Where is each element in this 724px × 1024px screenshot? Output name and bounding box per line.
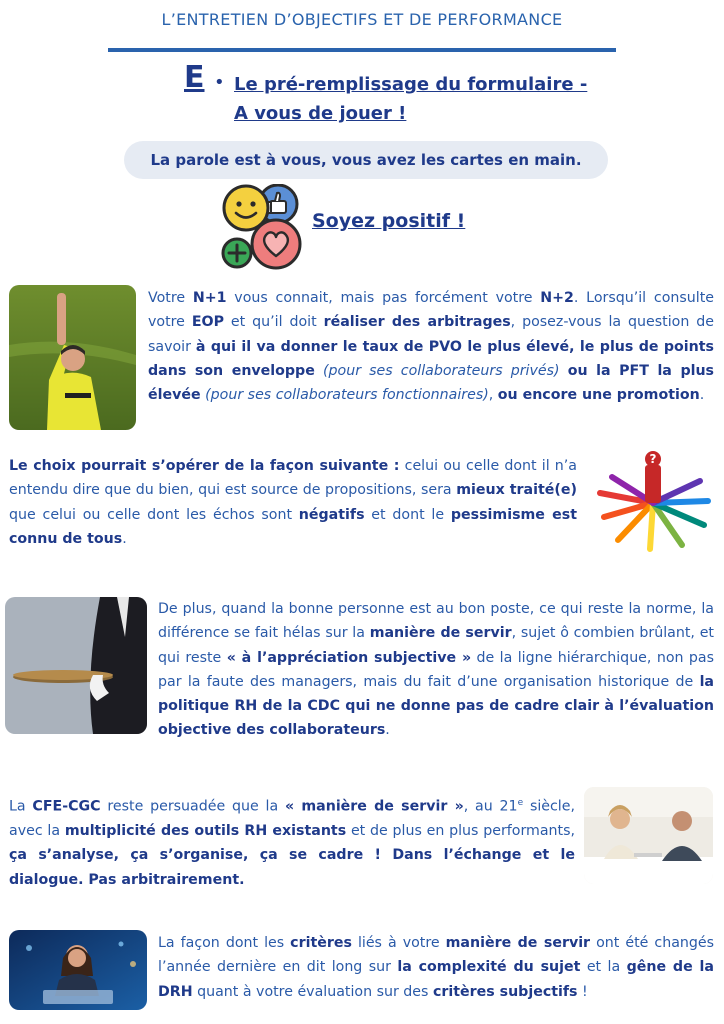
paragraph-criteres: La façon dont les critères liés à votre manière de servir ont été changés l’année dernière en dit long sur la complexité du sujet et la gêne de la DRH quant à votre évaluation sur des critères subjectifs ! — [158, 935, 715, 1000]
laptop-woman-photo — [9, 930, 147, 1010]
intro-pill-text: La parole est à vous, vous avez les cartes en main. — [150, 151, 582, 169]
referee-photo — [9, 285, 136, 430]
section-letter: E — [184, 60, 205, 95]
heart-icon — [252, 220, 300, 268]
page-header-title: L’ENTRETIEN D’OBJECTIFS ET DE PERFORMANCE — [161, 10, 563, 29]
section-title-line2: A vous de jouer ! — [234, 103, 407, 124]
positive-title: Soyez positif ! — [312, 210, 466, 232]
intro-pill — [124, 141, 608, 179]
section-title-line1: Le pré-remplissage du formulaire - — [234, 74, 588, 95]
section-title — [234, 70, 634, 128]
plus-icon — [223, 239, 251, 267]
svg-text:?: ? — [649, 452, 657, 466]
paragraph-arbitrages: Votre N+1 vous connait, mais pas forcément votre N+2. Lorsqu’il consulte votre EOP et qu’il doit réaliser des arbitrages, posez-vous la question de savoir à qui il va donner le taux de PVO le plus élevé, le plus de points dans son enveloppe (pour ses collaborateurs privés) ou la PFT la plus élevée (pour ses collaborateurs fonctionnaires), ou encore une promotion. — [148, 290, 715, 404]
emoji-cluster — [220, 184, 304, 270]
header-rule — [108, 48, 616, 52]
meeting-photo — [584, 787, 713, 884]
question-arrows-icon — [590, 445, 716, 555]
butler-photo — [5, 597, 147, 734]
paragraph-choix: Le choix pourrait s’opérer de la façon suivante : celui ou celle dont il n’a entendu dire que du bien, qui est source de propositions, sera mieux traité(e) que celui ou celle dont les échos sont négatifs et dont le pessimisme est connu de tous. — [9, 458, 577, 547]
paragraph-cfe-cgc: La CFE-CGC reste persuadée que la « manière de servir », au 21e siècle, avec la multiplicité des outils RH existants et de plus en plus performants, ça s’analyse, ça s’organise, ça se cadre ! Dans l’échange et le dialogue. Pas arbitrairement. — [9, 798, 576, 888]
section-bullet: • — [214, 72, 225, 93]
paragraph-maniere-servir: De plus, quand la bonne personne est au bon poste, ce qui reste la norme, la différence se fait hélas sur la manière de servir, sujet ô combien brûlant, et qui reste « à l’appréciation subjective » de la ligne hiérarchique, non pas par la faute des managers, mais du fait d’une organisation historique de la politique RH de la CDC qui ne donne pas de cadre clair à l’évaluation objective des collaborateurs. — [158, 601, 714, 739]
